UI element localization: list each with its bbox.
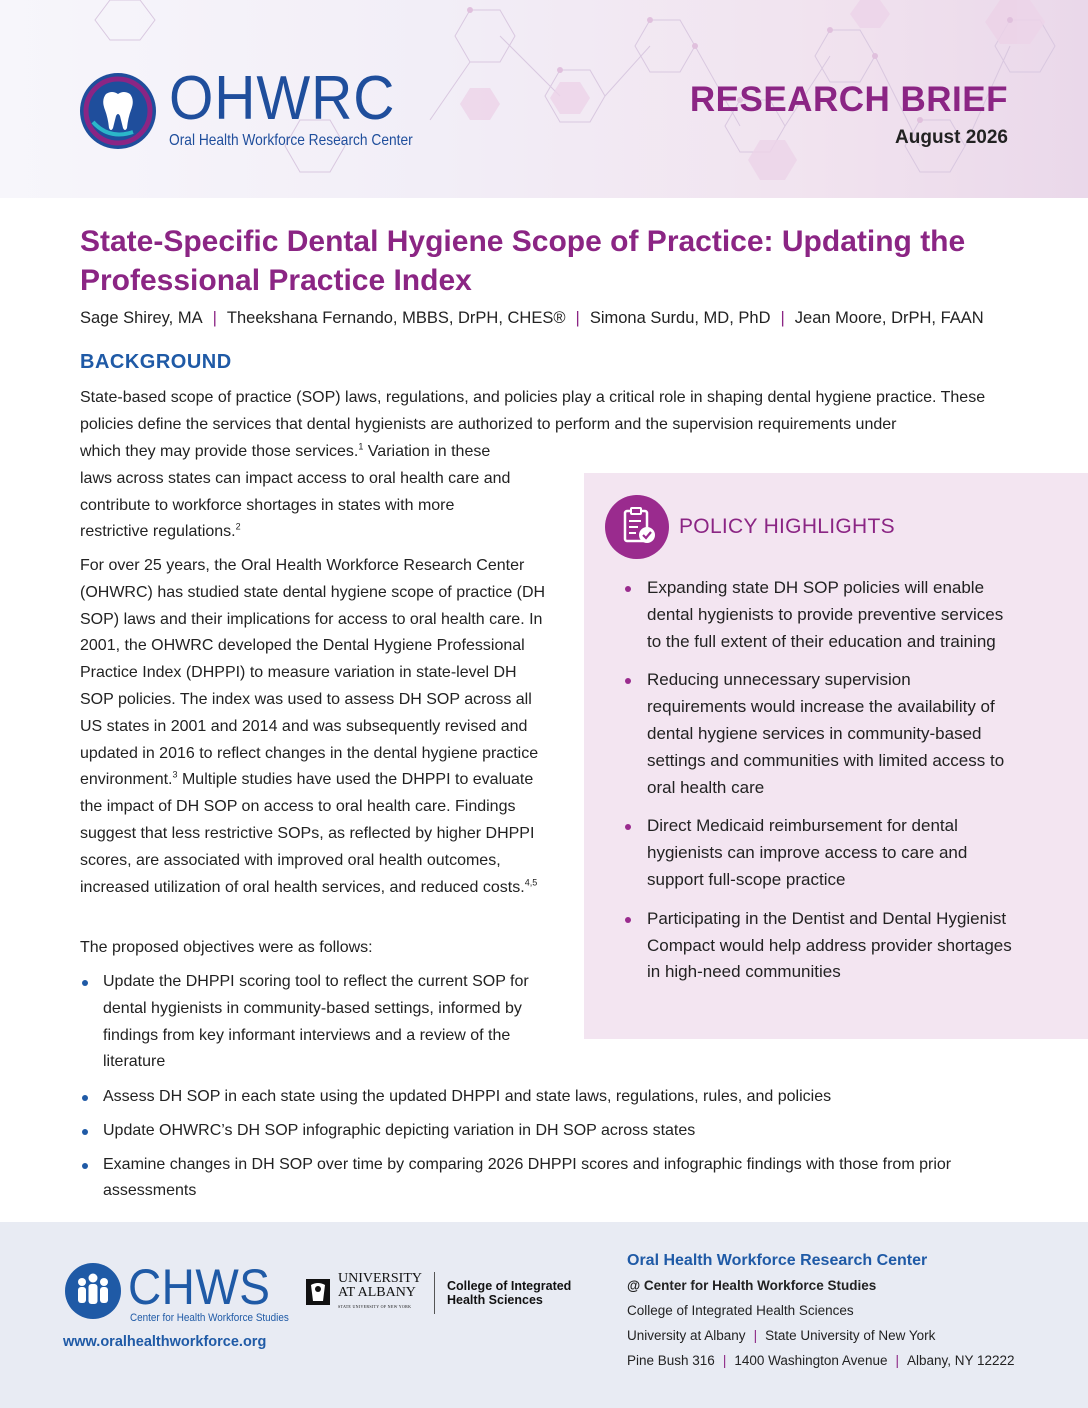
contact-org: Oral Health Workforce Research Center [627,1252,928,1269]
contact-separator: | [722,1353,727,1368]
document-title: State-Specific Dental Hygiene Scope of Practice: Updating the Professional Practice Index [80,225,966,297]
author-separator: | [780,309,785,327]
ualbany-line: STATE UNIVERSITY OF NEW YORK [338,1304,412,1309]
author-separator: | [575,309,580,327]
contact-separator: | [753,1328,758,1343]
footnote-ref[interactable]: 3 [172,770,178,781]
chws-subtitle: Center for Health Workforce Studies [130,1312,289,1324]
footer [0,1222,1088,1408]
contact-text: Pine Bush 316 [627,1353,715,1368]
document-check-icon [605,495,669,559]
contact-text: Albany, NY 12222 [906,1353,1015,1368]
policy-item: Participating in the Dentist and Dental Hygienist Compact would help address provider shortages in high-need communities [622,906,1014,986]
author: Jean Moore, DrPH, FAAN [794,309,984,327]
policy-item: Expanding state DH SOP policies will enable dental hygienists to provide preventive services to the full extent of their education and training [622,575,1014,655]
contact-university [627,1323,1015,1348]
background-paragraph-1-start: State-based scope of practice (SOP) laws, regulations, and policies play a critical role in shaping dental hygiene practice. These policies define the services that dental hygienists are authorized to perform and the supervision requirements under [80,389,986,433]
ualbany-line: UNIVERSITY [338,1271,422,1286]
author: Theekshana Fernando, MBBS, DrPH, CHES® [226,309,566,327]
contact-separator: | [895,1353,899,1368]
chws-wordmark: CHWS [128,1259,271,1315]
author: Sage Shirey, MA [80,309,203,327]
paragraph-text: For over 25 years, the Oral Health Workforce Research Center (OHWRC) has studied state dental hygiene scope of practice (DH SOP) laws and their implications for access to oral health care. In 2001, the OHWRC developed the Dental Hygiene Professional Practice Index (DHPPI) to measure variation in state-level DH SOP policies. The index was used to assess DH SOP across all US states in 2001 and 2014 and was subsequently revised and updated in 2016 to reflect changes in the dental hygiene practice environment. [80,557,546,789]
ualbany-logo[interactable] [302,1272,571,1314]
policy-highlights-heading: POLICY HIGHLIGHTS [679,515,895,538]
policy-highlights-box [584,473,1088,1039]
contact-college: College of Integrated Health Sciences [627,1303,854,1318]
footnote-ref[interactable]: 2 [235,522,241,533]
publication-date: August 2026 [895,127,1008,148]
logo-wordmark: OHWRC [169,64,396,133]
tooth-logo-icon [79,72,157,150]
ualbany-line: AT ALBANY [338,1285,416,1300]
footnote-ref[interactable]: 4,5 [524,877,538,888]
objective-item: Update the DHPPI scoring tool to reflect the current SOP for dental hygienists in community-based settings, informed by findings from key informant interviews and a review of the literature [80,969,540,1076]
background-paragraph-2 [80,553,550,901]
objective-item: Examine changes in DH SOP over time by comparing 2026 DHPPI scores and infographic findings with those from prior assessments [80,1152,980,1206]
contact-text: University at Albany [627,1328,746,1343]
college-name-line: College of Integrated [447,1279,572,1293]
paragraph-text: which they may provide those services. [80,443,359,460]
website-link[interactable]: www.oralhealthworkforce.org [63,1334,267,1350]
research-brief-label: RESEARCH BRIEF [689,80,1008,119]
minerva-seal-icon [302,1275,334,1311]
contact-text: State University of New York [765,1328,936,1343]
objectives-intro: The proposed objectives were as follows: [80,939,373,956]
logo-subtitle: Oral Health Workforce Research Center [169,132,413,149]
background-heading: BACKGROUND [80,351,232,373]
policy-item: Direct Medicaid reimbursement for dental hygienists can improve access to care and support full-scope practice [622,813,1014,893]
objectives-list [80,969,540,1083]
college-name-line: Health Sciences [447,1293,543,1307]
footnote-ref[interactable]: 1 [358,441,364,452]
author-list [80,309,1040,328]
logo-divider [434,1272,435,1314]
paragraph-text: Multiple studies have used the DHPPI to evaluate the impact of DH SOP on access to oral health care. Findings suggest that less restrictive SOPs, as reflected by higher DHPPI scores, are associated with improved oral health outcomes, increased utilization of oral health services, and reduced costs. [80,771,535,896]
header-band [0,0,1088,198]
contact-address [627,1348,1015,1373]
contact-center: @ Center for Health Workforce Studies [627,1278,877,1293]
ualbany-wordmark [338,1272,422,1314]
author: Simona Surdu, MD, PhD [589,309,771,327]
ohwrc-logo[interactable] [79,64,452,150]
policy-item: Reducing unnecessary supervision requirements would increase the availability of dental hygiene services in community-based settings and communities with limited access to oral health care [622,667,1014,801]
contact-text: 1400 Washington Avenue [734,1353,888,1368]
paragraph-text: Variation in these laws across states can impact access to oral health care and contribute to workforce shortages in states with more restrictive regulations. [80,443,511,541]
objective-item: Assess DH SOP in each state using the updated DHPPI and state laws, regulations, rules, and policies [80,1084,980,1111]
author-separator: | [212,309,217,327]
college-name [447,1279,571,1307]
background-paragraph-1-end [80,439,520,546]
chws-people-icon [64,1262,122,1320]
contact-block [627,1248,1015,1373]
objective-item: Update OHWRC’s DH SOP infographic depicting variation in DH SOP across states [80,1118,980,1145]
chws-logo[interactable] [64,1259,306,1324]
policy-highlights-list [622,575,1014,998]
objectives-list-continued [80,1084,980,1212]
